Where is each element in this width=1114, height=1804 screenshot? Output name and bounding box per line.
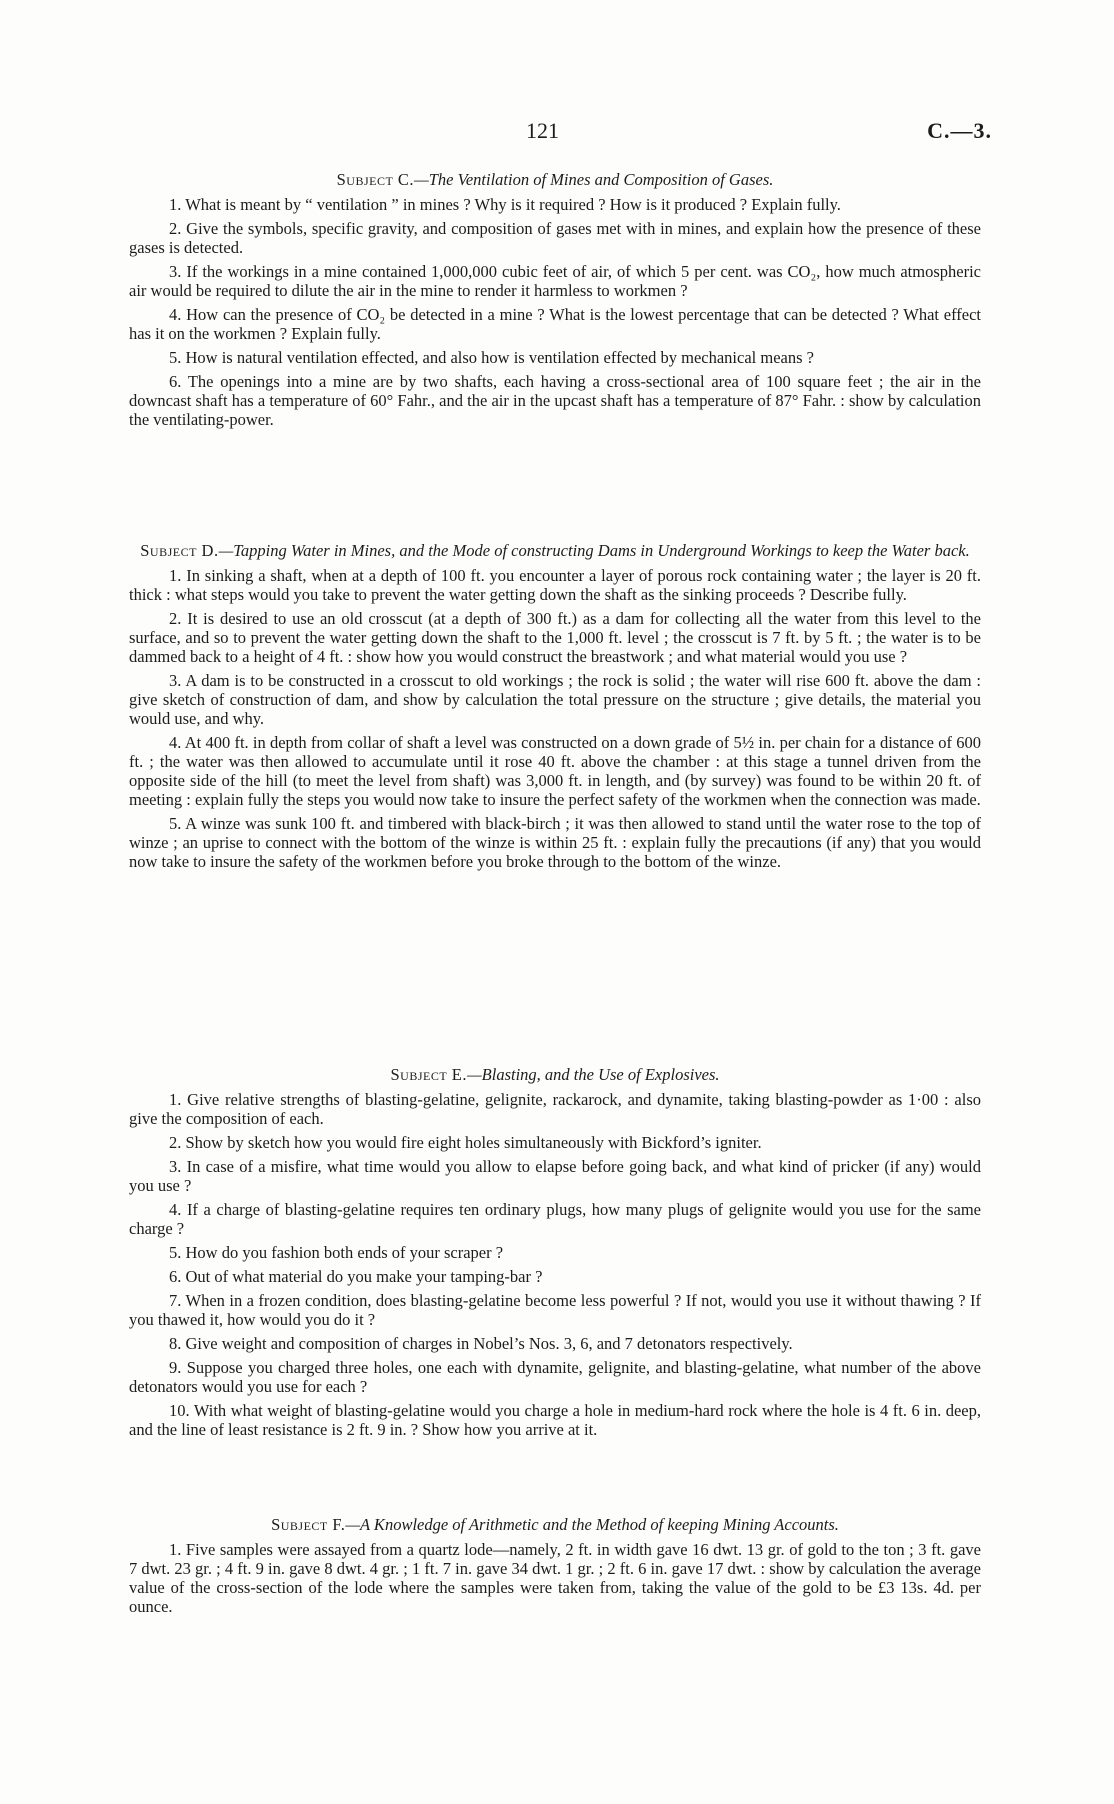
section-title <box>129 541 981 560</box>
question: 4. How can the presence of CO₂ be detected in a mine ? What is the lowest percentage that can be detected ? What effect has it on the workmen ? Explain fully. <box>129 305 981 343</box>
question: 2. Give the symbols, specific gravity, and composition of gases met with in mines, and explain how the presence of these gases is detected. <box>129 219 981 257</box>
question: 1. Give relative strengths of blasting-gelatine, gelignite, rackarock, and dynamite, taking blasting-powder as 1·00 : also give the composition of each. <box>129 1090 981 1128</box>
question: 4. If a charge of blasting-gelatine requires ten ordinary plugs, how many plugs of gelignite would you use for the same charge ? <box>129 1200 981 1238</box>
question: 9. Suppose you charged three holes, one each with dynamite, gelignite, and blasting-gelatine, what number of the above detonators would you use for each ? <box>129 1358 981 1396</box>
section-title <box>129 1515 981 1534</box>
subject-title: —Blasting, and the Use of Explosives. <box>467 1065 720 1084</box>
subject-label: Subject C. <box>336 170 415 189</box>
question: 1. What is meant by “ ventilation ” in mines ? Why is it required ? How is it produced ? Explain fully. <box>169 195 841 214</box>
question: 4. At 400 ft. in depth from collar of shaft a level was constructed on a down grade of 5½ in. per chain for a distance of 600 ft. ; the water was then allowed to accumulate until it rose 40 ft. above the chamber : at this stage a tunnel driven from the opposite side of the hill (to meet the level from shaft) was 3,000 ft. in length, and (by survey) was found to be within 20 ft. of meeting : explain fully the steps you would now take to insure the perfect safety of the workmen when the connection was made. <box>129 733 981 809</box>
question: 10. With what weight of blasting-gelatine would you charge a hole in medium-hard rock where the hole is 4 ft. 6 in. deep, and the line of least resistance is 2 ft. 9 in. ? Show how you arrive at it. <box>129 1401 981 1439</box>
question: 5. A winze was sunk 100 ft. and timbered with black-birch ; it was then allowed to stand until the water rose to the top of winze ; an uprise to connect with the bottom of the winze is within 25 ft. : explain fully the precautions (if any) that you would now take to insure the safety of the workmen before you broke through to the bottom of the winze. <box>129 814 981 871</box>
page-header <box>0 118 1114 152</box>
subject-title: —The Ventilation of Mines and Composition of Gases. <box>414 170 774 189</box>
subject-label: Subject F. <box>271 1515 346 1534</box>
question: 3. In case of a misfire, what time would you allow to elapse before going back, and what kind of pricker (if any) would you use ? <box>129 1157 981 1195</box>
subject-f-section <box>129 1515 981 1621</box>
subject-title: —Tapping Water in Mines, and the Mode of constructing Dams in Underground Workings to keep the Water back. <box>218 541 970 560</box>
subject-d-section <box>129 541 981 876</box>
question: 6. Out of what material do you make your tamping-bar ? <box>169 1267 543 1286</box>
subject-label: Subject E. <box>390 1065 467 1084</box>
document-code: C.—3. <box>927 118 992 143</box>
question: 2. Show by sketch how you would fire eight holes simultaneously with Bickford’s igniter. <box>169 1133 762 1152</box>
question: 5. How do you fashion both ends of your scraper ? <box>169 1243 504 1262</box>
question: 3. A dam is to be constructed in a crosscut to old workings ; the rock is solid ; the water will rise 600 ft. above the dam : give sketch of construction of dam, and show by calculation the total pressure on the structure ; give details, the material you would use, and why. <box>129 671 981 728</box>
question: 3. If the workings in a mine contained 1,000,000 cubic feet of air, of which 5 per cent. was CO₂, how much atmospheric air would be required to dilute the air in the mine to render it harmless to workmen ? <box>129 262 981 300</box>
subject-title: —A Knowledge of Arithmetic and the Method of keeping Mining Accounts. <box>345 1515 839 1534</box>
subject-label: Subject D. <box>140 541 219 560</box>
subject-c-section <box>129 170 981 434</box>
section-title <box>129 170 981 189</box>
section-title <box>129 1065 981 1084</box>
subject-e-section <box>129 1065 981 1444</box>
page-number: 121 <box>526 118 559 143</box>
question: 5. How is natural ventilation effected, and also how is ventilation effected by mechanical means ? <box>169 348 814 367</box>
question: 7. When in a frozen condition, does blasting-gelatine become less powerful ? If not, would you use it without thawing ? If you thawed it, how would you do it ? <box>129 1291 981 1329</box>
question: 1. In sinking a shaft, when at a depth of 100 ft. you encounter a layer of porous rock containing water ; the layer is 20 ft. thick : what steps would you take to prevent the water getting down the shaft as the sinking proceeds ? Describe fully. <box>129 566 981 604</box>
question: 6. The openings into a mine are by two shafts, each having a cross-sectional area of 100 square feet ; the air in the downcast shaft has a temperature of 60° Fahr., and the air in the upcast shaft has a temperature of 87° Fahr. : show by calculation the ventilating-power. <box>129 372 981 429</box>
question: 2. It is desired to use an old crosscut (at a depth of 300 ft.) as a dam for collecting all the water from this level to the surface, and so to prevent the water getting down the shaft to the 1,000 ft. level ; the crosscut is 7 ft. by 5 ft. ; the water is to be dammed back to a height of 4 ft. : show how you would construct the breastwork ; and what material would you use ? <box>129 609 981 666</box>
question: 8. Give weight and composition of charges in Nobel’s Nos. 3, 6, and 7 detonators respectively. <box>169 1334 793 1353</box>
question: 1. Five samples were assayed from a quartz lode—namely, 2 ft. in width gave 16 dwt. 13 gr. of gold to the ton ; 3 ft. gave 7 dwt. 23 gr. ; 4 ft. 9 in. gave 8 dwt. 4 gr. ; 1 ft. 7 in. gave 34 dwt. 1 gr. ; 2 ft. 6 in. gave 17 dwt. : show by calculation the average value of the cross-section of the lode where the samples were taken from, taking the value of the gold to be £3 13s. 4d. per ounce. <box>129 1540 981 1616</box>
